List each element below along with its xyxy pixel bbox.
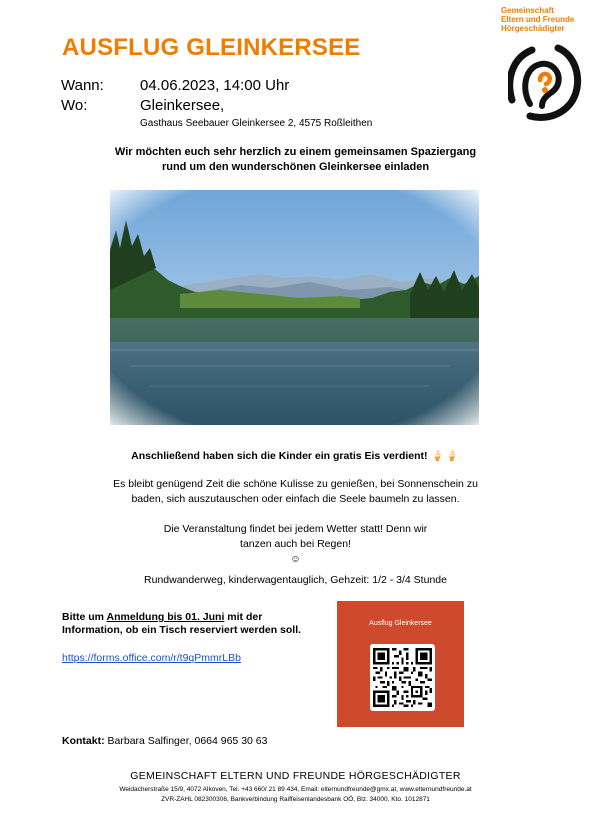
ice-cream-icon: 🍦🍦 — [430, 450, 460, 462]
weather-line-2 — [40, 537, 551, 567]
footer-address: Weidacherstraße 15/9, 4072 Alkoven, Tel. +43 660/ 21 89 434, Email: elternundfreunde@gmx.at, www.elternundfreunde.at — [119, 786, 472, 793]
qr-card-title: Ausflug Gleinkersee — [369, 620, 432, 627]
org-name-line-2: Eltern und Freunde — [501, 15, 575, 24]
invitation-line-2: rund um den wunderschönen Gleinkersee einladen — [161, 161, 430, 173]
where-value: Gleinkersee, — [140, 97, 225, 114]
when-label: Wann: — [61, 77, 104, 94]
scenery-line-1: Es bleibt genügend Zeit die schöne Kulisse zu genießen, bei Sonnenschein zu — [113, 478, 478, 490]
scenery-line-2: baden, sich auszutauschen oder einfach die Seele baumeln zu lassen. — [131, 493, 460, 505]
weather-line-2-text: tanzen auch bei Regen! — [240, 538, 351, 550]
registration-deadline: Anmeldung bis 01. Juni — [106, 611, 225, 623]
registration-note — [62, 611, 324, 637]
qr-code-card[interactable] — [337, 601, 464, 727]
scenery-paragraph — [40, 477, 551, 507]
registration-prefix: Bitte um — [62, 611, 107, 623]
footer-title: GEMEINSCHAFT ELTERN UND FREUNDE HÖRGESCHÄDIGTER — [130, 770, 461, 782]
invitation-text — [60, 145, 531, 175]
qr-code[interactable] — [370, 644, 435, 711]
invitation-line-1: Wir möchten euch sehr herzlich zu einem gemeinsamen Spaziergang — [114, 146, 477, 158]
ice-cream-text: Anschließend haben sich die Kinder ein gratis Eis verdient! — [131, 450, 428, 462]
organization-name — [501, 6, 587, 33]
page-title: AUSFLUG GLEINKERSEE — [62, 34, 361, 61]
wink-smiley-icon: ☺ — [290, 553, 301, 565]
ear-logo-icon — [508, 42, 582, 122]
route-info: Rundwanderweg, kinderwagentauglich, Gehzeit: 1/2 - 3/4 Stunde — [144, 574, 447, 586]
ice-cream-note — [40, 449, 551, 464]
contact-label: Kontakt: — [62, 735, 105, 747]
org-name-line-1: Gemeinschaft — [501, 6, 554, 15]
contact-value: Barbara Salfinger, 0664 965 30 63 — [104, 735, 268, 747]
registration-suffix: mit der Information, ob ein Tisch reserviert werden soll. — [62, 611, 302, 636]
address: Gasthaus Seebauer Gleinkersee 2, 4575 Roßleithen — [140, 118, 373, 129]
org-name-line-3: Hörgeschädigter — [501, 24, 565, 33]
where-label: Wo: — [61, 97, 88, 114]
footer-bank-info: ZVR-ZAHL 082300306, Bankverbindung Raiffeisenlandesbank OÖ, Blz. 34000, Kto. 1012871 — [161, 796, 430, 803]
registration-form-link[interactable]: https://forms.office.com/r/t9qPmmrLBb — [62, 652, 241, 664]
contact-line — [62, 735, 267, 747]
when-value: 04.06.2023, 14:00 Uhr — [140, 77, 290, 94]
lake-photo — [110, 190, 479, 425]
weather-paragraph — [40, 522, 551, 567]
weather-line-1: Die Veranstaltung findet bei jedem Wetter statt! Denn wir — [163, 523, 428, 535]
